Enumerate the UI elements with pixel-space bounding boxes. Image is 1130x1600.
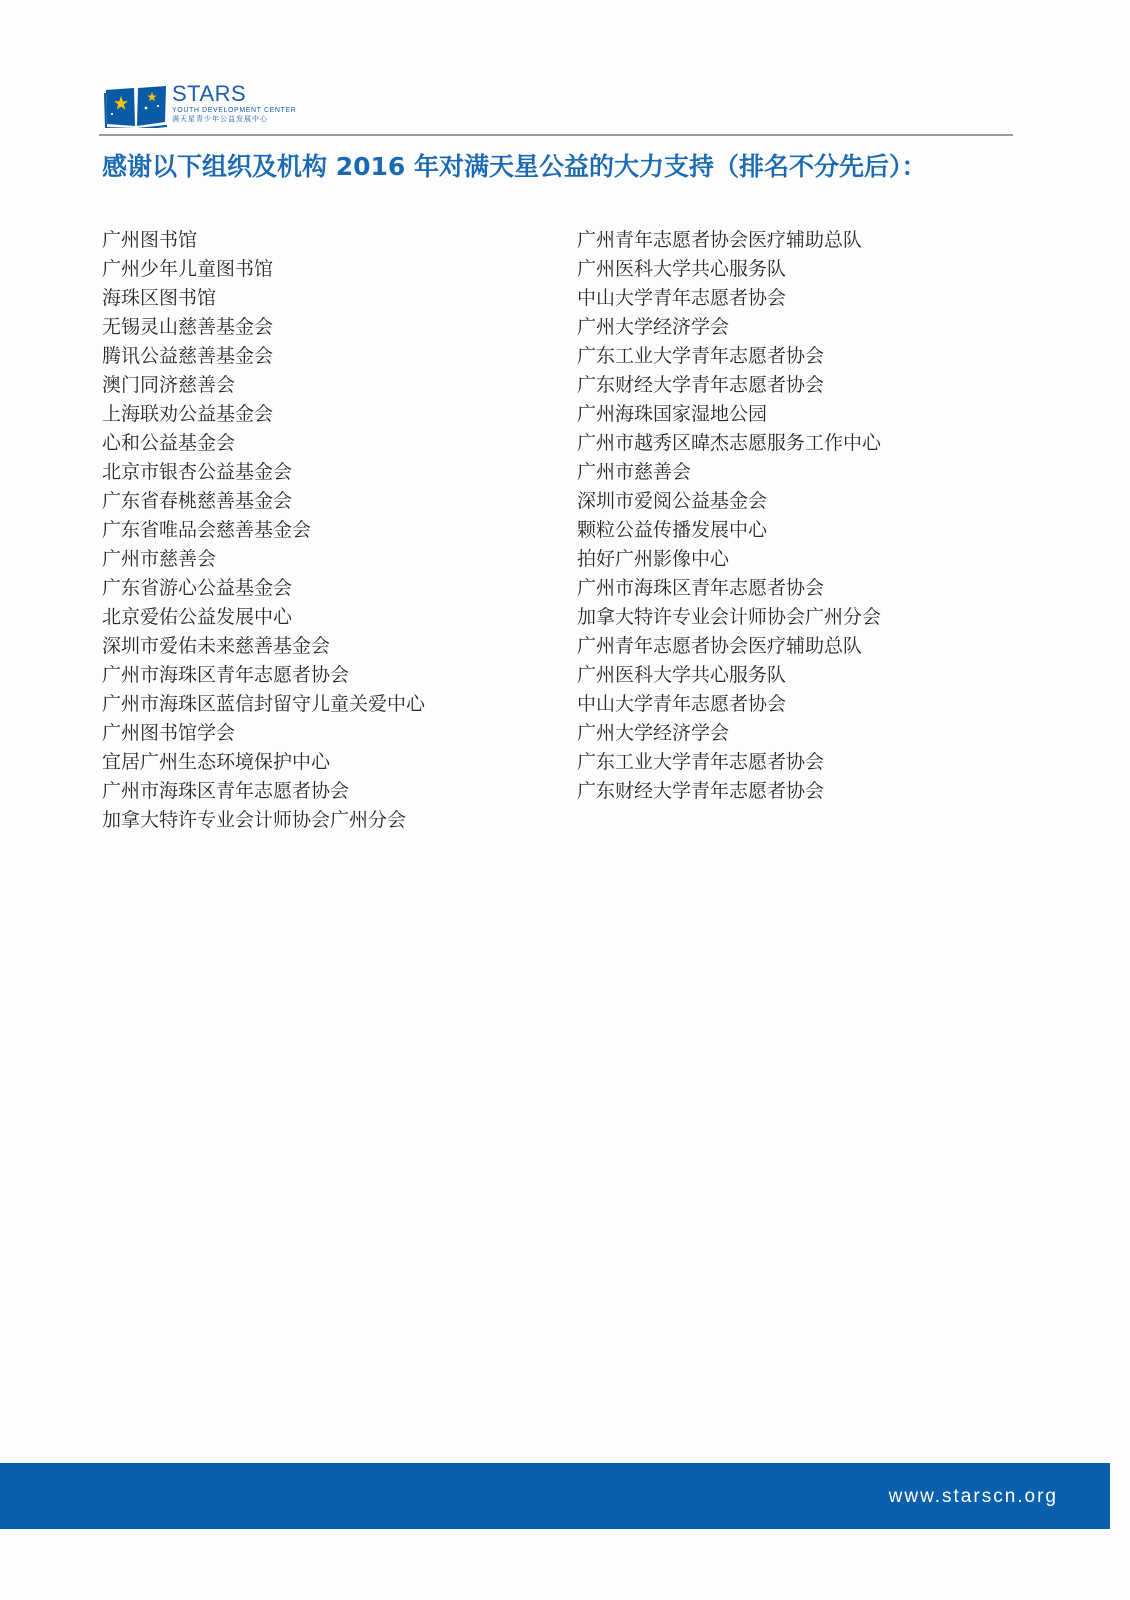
organization-item: 广州图书馆 [102,229,198,251]
organization-item: 广州市慈善会 [102,548,217,570]
logo-subtitle-en: YOUTH DEVELOPMENT CENTER [172,107,297,114]
organization-item: 广州医科大学共心服务队 [577,664,787,686]
organization-item: 广州市海珠区蓝信封留守儿童关爱中心 [102,693,426,715]
organization-item: 广东省游心公益基金会 [102,577,293,599]
logo-brand-text: STARS [172,81,247,106]
organization-item: 广州大学经济学会 [577,316,730,338]
organization-item: 宜居广州生态环境保护中心 [102,751,331,773]
organization-item: 颗粒公益传播发展中心 [577,519,768,541]
organization-list-right [577,226,881,806]
organization-item: 广州市越秀区暐杰志愿服务工作中心 [577,432,882,454]
organization-item: 广州海珠国家湿地公园 [577,403,768,425]
organization-item: 广东省春桃慈善基金会 [102,490,293,512]
organization-item: 加拿大特许专业会计师协会广州分会 [102,809,407,831]
organization-item: 广州少年儿童图书馆 [102,258,274,280]
organization-item: 广州市海珠区青年志愿者协会 [102,780,350,802]
organization-item: 广东省唯品会慈善基金会 [102,519,312,541]
organization-item: 广州大学经济学会 [577,722,730,744]
page-heading: 感谢以下组织及机构 2016 年对满天星公益的大力支持（排名不分先后）： [102,152,927,181]
organization-item: 广州图书馆学会 [102,722,236,744]
organization-item: 广东财经大学青年志愿者协会 [577,374,825,396]
organization-item: 深圳市爱阅公益基金会 [577,490,768,512]
organization-item: 广州医科大学共心服务队 [577,258,787,280]
organization-item: 心和公益基金会 [102,432,236,454]
organization-item: 腾讯公益慈善基金会 [102,345,274,367]
open-book-stars-icon [104,84,168,128]
organization-item: 广州市海珠区青年志愿者协会 [577,577,825,599]
organization-item: 广东工业大学青年志愿者协会 [577,751,825,773]
organization-item: 中山大学青年志愿者协会 [577,287,787,309]
organization-item: 拍好广州影像中心 [577,548,730,570]
website-link[interactable]: www.starscn.org [888,1486,1058,1507]
organization-list-left [102,226,425,835]
organization-item: 中山大学青年志愿者协会 [577,693,787,715]
organization-item: 广东工业大学青年志愿者协会 [577,345,825,367]
organization-item: 深圳市爱佑未来慈善基金会 [102,635,331,657]
organization-item: 广州市慈善会 [577,461,692,483]
footer-band [0,1463,1110,1529]
organization-item: 广州青年志愿者协会医疗辅助总队 [577,635,863,657]
organization-item: 广东财经大学青年志愿者协会 [577,780,825,802]
organization-item: 无锡灵山慈善基金会 [102,316,274,338]
organization-item: 北京爱佑公益发展中心 [102,606,293,628]
organization-item: 广州青年志愿者协会医疗辅助总队 [577,229,863,251]
organization-item: 广州市海珠区青年志愿者协会 [102,664,350,686]
organization-item: 澳门同济慈善会 [102,374,236,396]
organization-item: 加拿大特许专业会计师协会广州分会 [577,606,882,628]
header-divider [99,134,1013,136]
logo-subtitle-zh: 满天星青少年公益发展中心 [172,116,268,123]
organization-item: 上海联劝公益基金会 [102,403,274,425]
organization-item: 海珠区图书馆 [102,287,217,309]
organization-item: 北京市银杏公益基金会 [102,461,293,483]
